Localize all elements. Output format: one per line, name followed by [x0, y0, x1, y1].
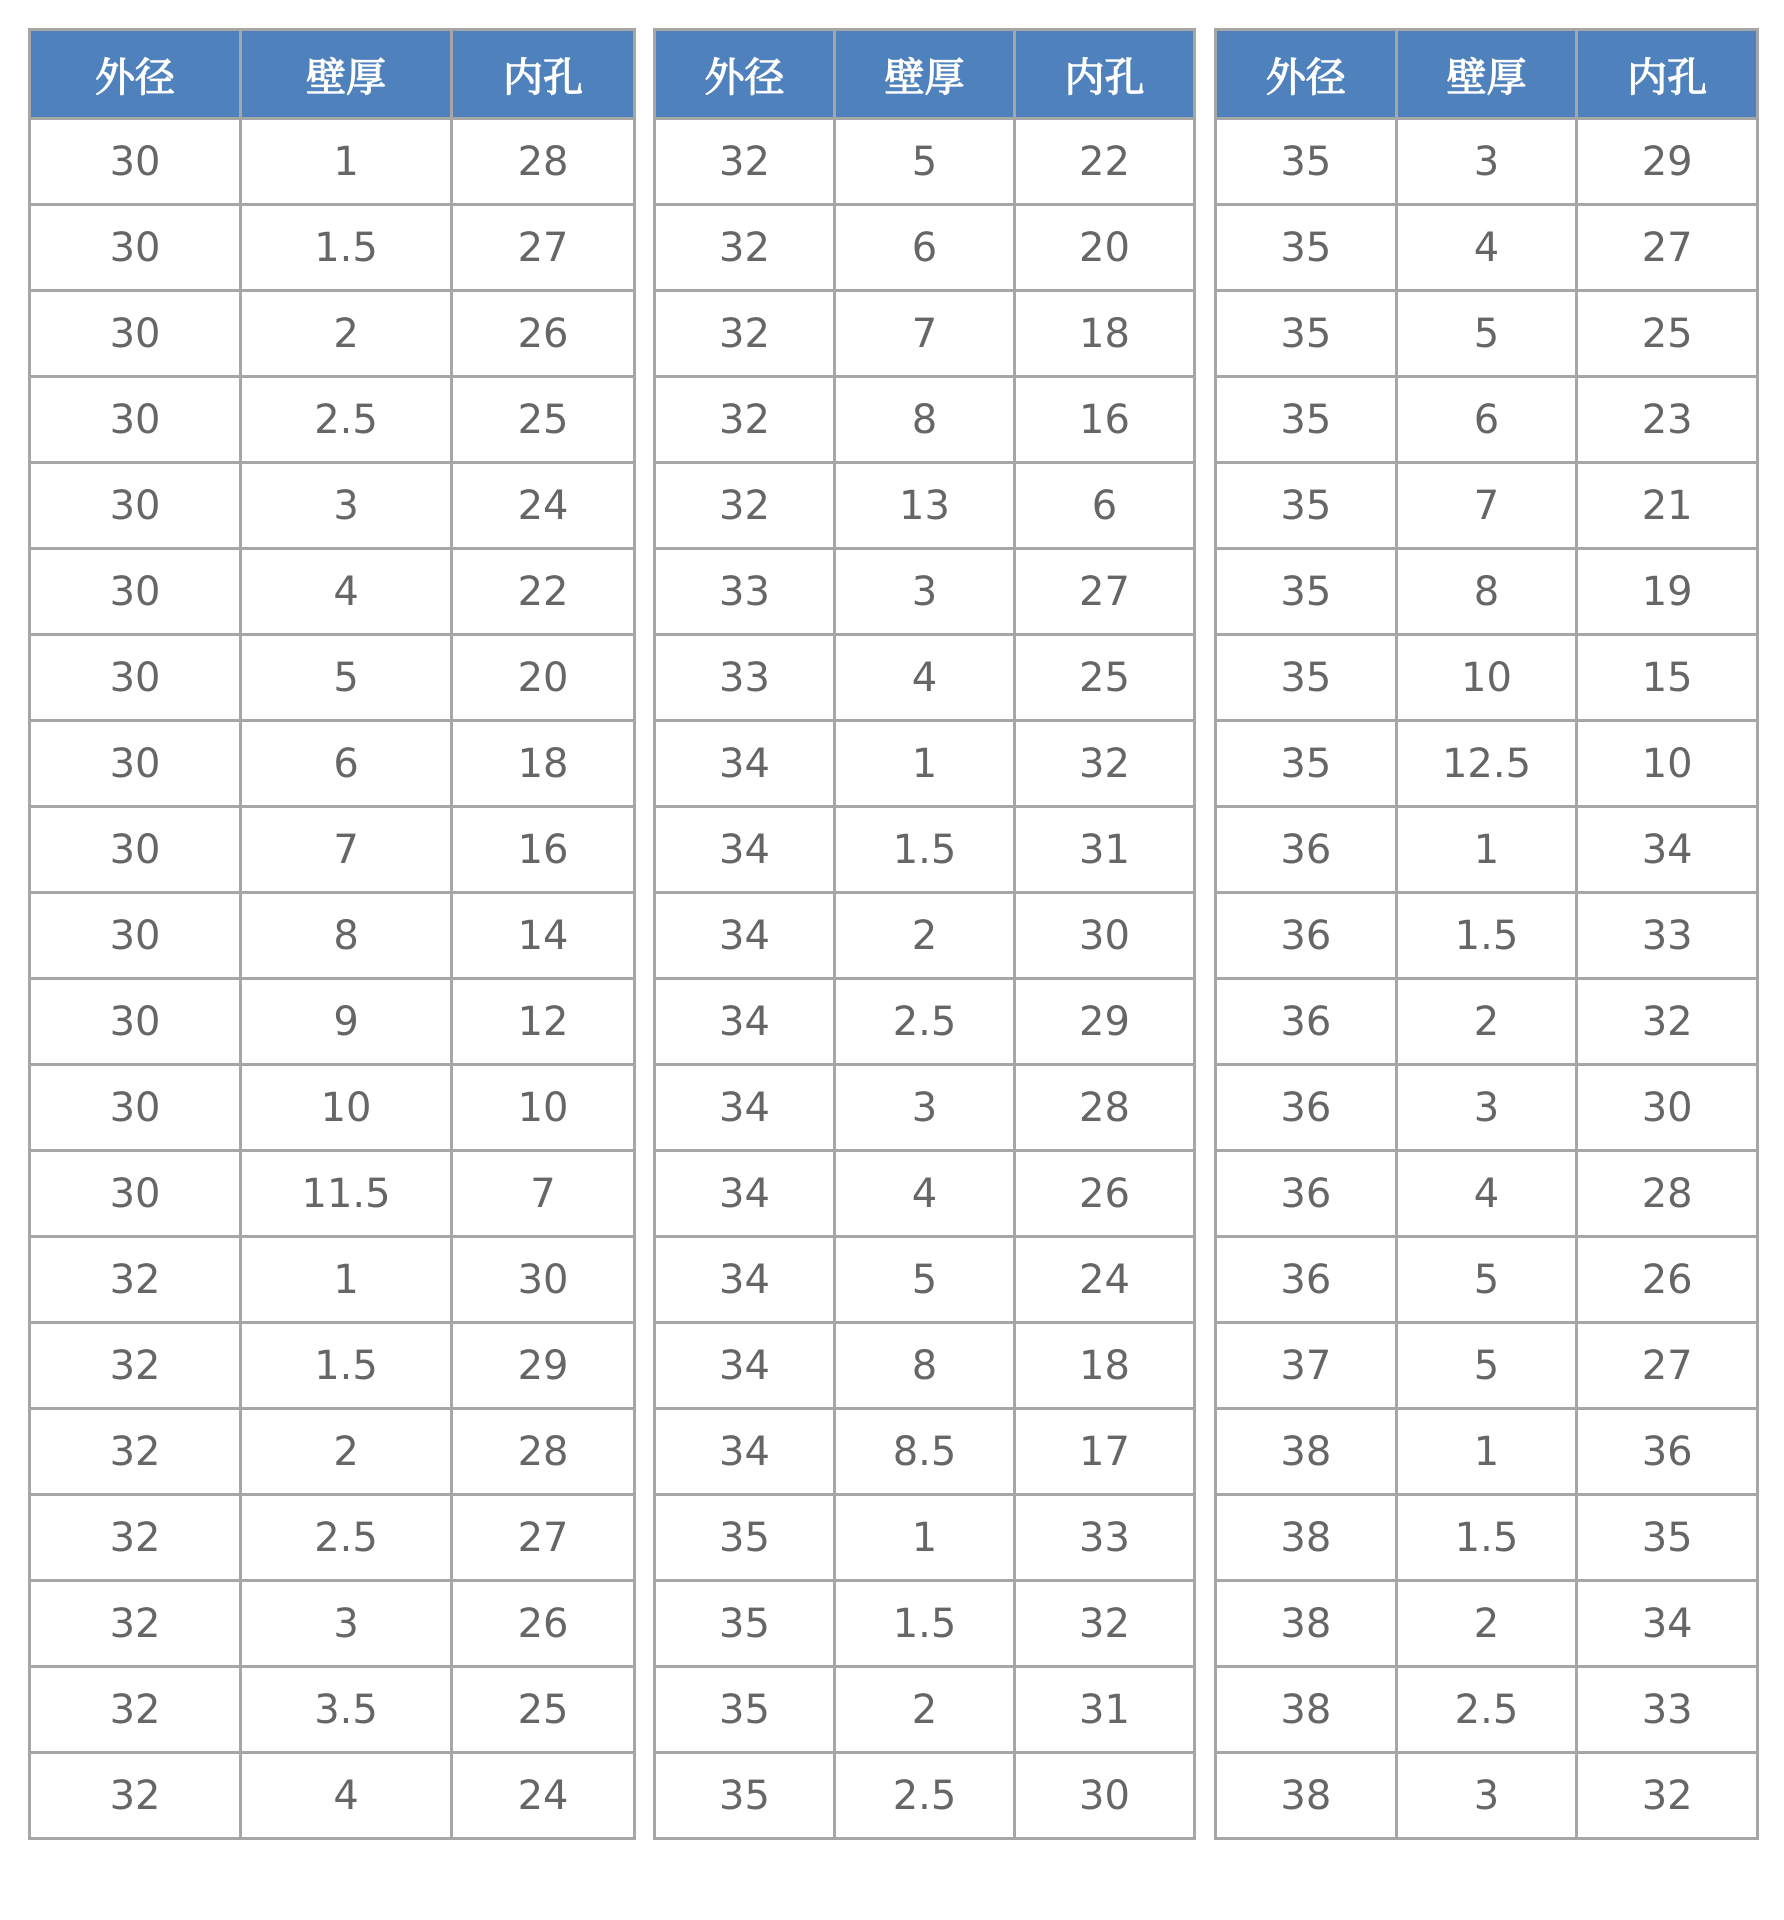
inner-bore-cell: 26: [452, 1581, 635, 1667]
wall-thickness-cell: 3: [1396, 1753, 1577, 1839]
table-row: [655, 721, 1195, 807]
outer-diameter-cell: 38: [1216, 1409, 1397, 1495]
outer-diameter-cell: 30: [30, 549, 241, 635]
outer-diameter-cell: 36: [1216, 1065, 1397, 1151]
inner-bore-cell: 30: [1577, 1065, 1758, 1151]
inner-bore-cell: 18: [1015, 1323, 1195, 1409]
wall-thickness-cell: 2.5: [835, 979, 1015, 1065]
outer-diameter-cell: 32: [30, 1323, 241, 1409]
outer-diameter-cell: 36: [1216, 1237, 1397, 1323]
inner-bore-cell: 25: [1577, 291, 1758, 377]
inner-bore-cell: 29: [1577, 119, 1758, 205]
table-row: [655, 291, 1195, 377]
outer-diameter-cell: 32: [30, 1667, 241, 1753]
inner-bore-cell: 26: [452, 291, 635, 377]
table-row: [655, 807, 1195, 893]
outer-diameter-cell: 30: [30, 463, 241, 549]
outer-diameter-cell: 35: [1216, 463, 1397, 549]
inner-bore-cell: 25: [1015, 635, 1195, 721]
wall-thickness-cell: 2: [835, 893, 1015, 979]
inner-bore-cell: 32: [1577, 1753, 1758, 1839]
inner-bore-cell: 33: [1577, 893, 1758, 979]
table-row: [30, 1581, 635, 1667]
inner-bore-cell: 28: [1577, 1151, 1758, 1237]
table-row: [30, 377, 635, 463]
outer-diameter-cell: 30: [30, 1065, 241, 1151]
wall-thickness-cell: 2.5: [1396, 1667, 1577, 1753]
table-row: [1216, 1409, 1758, 1495]
table-row: [30, 1667, 635, 1753]
outer-diameter-cell: 37: [1216, 1323, 1397, 1409]
table-row: [1216, 635, 1758, 721]
wall-thickness-cell: 7: [1396, 463, 1577, 549]
inner-bore-cell: 7: [452, 1151, 635, 1237]
inner-bore-header: 内孔: [452, 30, 635, 119]
wall-thickness-cell: 13: [835, 463, 1015, 549]
wall-thickness-cell: 2: [1396, 979, 1577, 1065]
table-row: [1216, 205, 1758, 291]
table-row: [655, 1151, 1195, 1237]
inner-bore-cell: 16: [1015, 377, 1195, 463]
inner-bore-cell: 30: [1015, 1753, 1195, 1839]
spec-table-1: [28, 28, 636, 1840]
wall-thickness-cell: 3: [241, 463, 452, 549]
table-row: [1216, 1065, 1758, 1151]
table-row: [1216, 893, 1758, 979]
wall-thickness-cell: 3: [241, 1581, 452, 1667]
spec-table-3: [1214, 28, 1759, 1840]
inner-bore-cell: 20: [1015, 205, 1195, 291]
outer-diameter-cell: 38: [1216, 1667, 1397, 1753]
inner-bore-cell: 30: [452, 1237, 635, 1323]
wall-thickness-cell: 9: [241, 979, 452, 1065]
table-row: [30, 1151, 635, 1237]
inner-bore-cell: 32: [1015, 1581, 1195, 1667]
table-row: [30, 979, 635, 1065]
table-row: [30, 1753, 635, 1839]
inner-bore-cell: 27: [1015, 549, 1195, 635]
outer-diameter-cell: 32: [30, 1753, 241, 1839]
outer-diameter-cell: 35: [1216, 549, 1397, 635]
outer-diameter-cell: 38: [1216, 1753, 1397, 1839]
inner-bore-cell: 27: [1577, 205, 1758, 291]
inner-bore-cell: 12: [452, 979, 635, 1065]
outer-diameter-cell: 35: [1216, 635, 1397, 721]
inner-bore-cell: 18: [452, 721, 635, 807]
outer-diameter-cell: 35: [1216, 119, 1397, 205]
inner-bore-cell: 25: [452, 1667, 635, 1753]
table-row: [30, 549, 635, 635]
table-row: [655, 1409, 1195, 1495]
outer-diameter-cell: 30: [30, 119, 241, 205]
table-row: [1216, 1495, 1758, 1581]
outer-diameter-cell: 32: [30, 1495, 241, 1581]
wall-thickness-cell: 2.5: [241, 1495, 452, 1581]
wall-thickness-header: 壁厚: [835, 30, 1015, 119]
wall-thickness-cell: 10: [1396, 635, 1577, 721]
inner-bore-cell: 28: [452, 119, 635, 205]
wall-thickness-cell: 1.5: [835, 807, 1015, 893]
table-row: [655, 1667, 1195, 1753]
table-row: [30, 1237, 635, 1323]
wall-thickness-cell: 8: [835, 377, 1015, 463]
outer-diameter-cell: 30: [30, 807, 241, 893]
table-row: [1216, 1581, 1758, 1667]
outer-diameter-cell: 32: [655, 291, 835, 377]
outer-diameter-cell: 34: [655, 1323, 835, 1409]
table-row: [655, 205, 1195, 291]
wall-thickness-cell: 3.5: [241, 1667, 452, 1753]
outer-diameter-cell: 30: [30, 893, 241, 979]
inner-bore-cell: 34: [1577, 1581, 1758, 1667]
table-header-row: [1216, 30, 1758, 119]
wall-thickness-cell: 2: [1396, 1581, 1577, 1667]
outer-diameter-cell: 34: [655, 1237, 835, 1323]
wall-thickness-cell: 8: [1396, 549, 1577, 635]
wall-thickness-cell: 4: [1396, 1151, 1577, 1237]
inner-bore-cell: 27: [452, 205, 635, 291]
outer-diameter-cell: 30: [30, 205, 241, 291]
wall-thickness-cell: 2: [835, 1667, 1015, 1753]
wall-thickness-cell: 3: [1396, 119, 1577, 205]
table-row: [30, 893, 635, 979]
inner-bore-cell: 32: [1015, 721, 1195, 807]
inner-bore-cell: 31: [1015, 807, 1195, 893]
wall-thickness-cell: 2: [241, 1409, 452, 1495]
wall-thickness-cell: 5: [835, 119, 1015, 205]
outer-diameter-cell: 35: [655, 1667, 835, 1753]
inner-bore-cell: 15: [1577, 635, 1758, 721]
inner-bore-cell: 28: [452, 1409, 635, 1495]
wall-thickness-cell: 1: [1396, 807, 1577, 893]
outer-diameter-cell: 38: [1216, 1581, 1397, 1667]
inner-bore-cell: 16: [452, 807, 635, 893]
inner-bore-cell: 33: [1015, 1495, 1195, 1581]
table-row: [1216, 1753, 1758, 1839]
outer-diameter-cell: 32: [30, 1237, 241, 1323]
wall-thickness-cell: 1: [835, 721, 1015, 807]
outer-diameter-cell: 36: [1216, 807, 1397, 893]
table-row: [655, 463, 1195, 549]
wall-thickness-cell: 8: [241, 893, 452, 979]
outer-diameter-cell: 32: [30, 1581, 241, 1667]
wall-thickness-cell: 2.5: [241, 377, 452, 463]
table-row: [30, 119, 635, 205]
table-row: [1216, 1667, 1758, 1753]
wall-thickness-cell: 4: [241, 1753, 452, 1839]
outer-diameter-cell: 32: [655, 119, 835, 205]
wall-thickness-cell: 4: [835, 635, 1015, 721]
inner-bore-cell: 27: [452, 1495, 635, 1581]
inner-bore-cell: 24: [452, 1753, 635, 1839]
table-row: [655, 1495, 1195, 1581]
outer-diameter-header: 外径: [655, 30, 835, 119]
outer-diameter-cell: 30: [30, 1151, 241, 1237]
wall-thickness-cell: 1: [1396, 1409, 1577, 1495]
outer-diameter-cell: 33: [655, 635, 835, 721]
inner-bore-cell: 22: [452, 549, 635, 635]
wall-thickness-header: 壁厚: [241, 30, 452, 119]
table-row: [655, 1237, 1195, 1323]
spec-table-2: [653, 28, 1196, 1840]
outer-diameter-cell: 33: [655, 549, 835, 635]
table-row: [1216, 807, 1758, 893]
outer-diameter-cell: 30: [30, 377, 241, 463]
wall-thickness-cell: 6: [1396, 377, 1577, 463]
outer-diameter-cell: 35: [655, 1753, 835, 1839]
table-row: [655, 893, 1195, 979]
outer-diameter-cell: 30: [30, 635, 241, 721]
outer-diameter-cell: 34: [655, 1151, 835, 1237]
table-row: [30, 807, 635, 893]
table-row: [655, 1581, 1195, 1667]
wall-thickness-cell: 10: [241, 1065, 452, 1151]
inner-bore-header: 内孔: [1015, 30, 1195, 119]
table-row: [30, 291, 635, 377]
table-header-row: [655, 30, 1195, 119]
table-row: [30, 1409, 635, 1495]
wall-thickness-cell: 4: [241, 549, 452, 635]
wall-thickness-cell: 6: [241, 721, 452, 807]
inner-bore-cell: 18: [1015, 291, 1195, 377]
table-row: [30, 1495, 635, 1581]
table-row: [30, 635, 635, 721]
outer-diameter-cell: 32: [30, 1409, 241, 1495]
inner-bore-cell: 20: [452, 635, 635, 721]
inner-bore-cell: 34: [1577, 807, 1758, 893]
wall-thickness-cell: 1.5: [241, 205, 452, 291]
outer-diameter-cell: 30: [30, 721, 241, 807]
outer-diameter-header: 外径: [30, 30, 241, 119]
inner-bore-cell: 17: [1015, 1409, 1195, 1495]
inner-bore-cell: 36: [1577, 1409, 1758, 1495]
outer-diameter-cell: 35: [1216, 291, 1397, 377]
wall-thickness-cell: 1: [835, 1495, 1015, 1581]
wall-thickness-cell: 4: [1396, 205, 1577, 291]
wall-thickness-cell: 7: [835, 291, 1015, 377]
table-row: [655, 979, 1195, 1065]
wall-thickness-cell: 11.5: [241, 1151, 452, 1237]
inner-bore-cell: 24: [1015, 1237, 1195, 1323]
inner-bore-cell: 35: [1577, 1495, 1758, 1581]
table-row: [1216, 1323, 1758, 1409]
outer-diameter-cell: 32: [655, 377, 835, 463]
outer-diameter-cell: 34: [655, 1409, 835, 1495]
table-header-row: [30, 30, 635, 119]
table-row: [655, 119, 1195, 205]
inner-bore-cell: 30: [1015, 893, 1195, 979]
outer-diameter-cell: 30: [30, 979, 241, 1065]
wall-thickness-cell: 2.5: [835, 1753, 1015, 1839]
wall-thickness-cell: 3: [835, 1065, 1015, 1151]
outer-diameter-cell: 36: [1216, 979, 1397, 1065]
outer-diameter-cell: 30: [30, 291, 241, 377]
outer-diameter-cell: 35: [655, 1581, 835, 1667]
table-row: [655, 635, 1195, 721]
wall-thickness-cell: 8: [835, 1323, 1015, 1409]
table-row: [655, 549, 1195, 635]
wall-thickness-cell: 1: [241, 1237, 452, 1323]
wall-thickness-cell: 7: [241, 807, 452, 893]
wall-thickness-cell: 1.5: [835, 1581, 1015, 1667]
table-row: [30, 205, 635, 291]
table-row: [30, 1323, 635, 1409]
outer-diameter-cell: 35: [1216, 721, 1397, 807]
outer-diameter-cell: 35: [1216, 205, 1397, 291]
wall-thickness-header: 壁厚: [1396, 30, 1577, 119]
inner-bore-cell: 14: [452, 893, 635, 979]
inner-bore-cell: 25: [452, 377, 635, 463]
inner-bore-cell: 22: [1015, 119, 1195, 205]
wall-thickness-cell: 5: [1396, 291, 1577, 377]
outer-diameter-cell: 34: [655, 893, 835, 979]
wall-thickness-cell: 1: [241, 119, 452, 205]
wall-thickness-cell: 5: [241, 635, 452, 721]
inner-bore-cell: 32: [1577, 979, 1758, 1065]
table-row: [1216, 1151, 1758, 1237]
wall-thickness-cell: 1.5: [1396, 893, 1577, 979]
inner-bore-cell: 6: [1015, 463, 1195, 549]
outer-diameter-cell: 38: [1216, 1495, 1397, 1581]
wall-thickness-cell: 8.5: [835, 1409, 1015, 1495]
table-row: [30, 1065, 635, 1151]
wall-thickness-cell: 3: [835, 549, 1015, 635]
table-row: [655, 1065, 1195, 1151]
outer-diameter-cell: 34: [655, 807, 835, 893]
inner-bore-cell: 10: [1577, 721, 1758, 807]
table-row: [655, 377, 1195, 463]
table-row: [30, 463, 635, 549]
outer-diameter-cell: 36: [1216, 1151, 1397, 1237]
table-row: [1216, 119, 1758, 205]
inner-bore-cell: 33: [1577, 1667, 1758, 1753]
inner-bore-cell: 10: [452, 1065, 635, 1151]
wall-thickness-cell: 1.5: [1396, 1495, 1577, 1581]
table-row: [655, 1323, 1195, 1409]
outer-diameter-cell: 35: [1216, 377, 1397, 463]
wall-thickness-cell: 12.5: [1396, 721, 1577, 807]
inner-bore-cell: 26: [1577, 1237, 1758, 1323]
table-row: [1216, 721, 1758, 807]
wall-thickness-cell: 2: [241, 291, 452, 377]
wall-thickness-cell: 4: [835, 1151, 1015, 1237]
table-row: [1216, 1237, 1758, 1323]
table-row: [655, 1753, 1195, 1839]
table-row: [1216, 463, 1758, 549]
wall-thickness-cell: 5: [1396, 1237, 1577, 1323]
inner-bore-cell: 24: [452, 463, 635, 549]
outer-diameter-cell: 32: [655, 463, 835, 549]
table-row: [1216, 377, 1758, 463]
inner-bore-cell: 29: [1015, 979, 1195, 1065]
outer-diameter-cell: 32: [655, 205, 835, 291]
inner-bore-cell: 31: [1015, 1667, 1195, 1753]
inner-bore-cell: 23: [1577, 377, 1758, 463]
wall-thickness-cell: 1.5: [241, 1323, 452, 1409]
table-row: [1216, 549, 1758, 635]
outer-diameter-cell: 34: [655, 721, 835, 807]
inner-bore-cell: 19: [1577, 549, 1758, 635]
inner-bore-cell: 21: [1577, 463, 1758, 549]
wall-thickness-cell: 5: [835, 1237, 1015, 1323]
table-row: [1216, 979, 1758, 1065]
outer-diameter-header: 外径: [1216, 30, 1397, 119]
inner-bore-cell: 26: [1015, 1151, 1195, 1237]
inner-bore-cell: 28: [1015, 1065, 1195, 1151]
outer-diameter-cell: 36: [1216, 893, 1397, 979]
outer-diameter-cell: 34: [655, 979, 835, 1065]
table-row: [30, 721, 635, 807]
outer-diameter-cell: 35: [655, 1495, 835, 1581]
wall-thickness-cell: 3: [1396, 1065, 1577, 1151]
wall-thickness-cell: 5: [1396, 1323, 1577, 1409]
wall-thickness-cell: 6: [835, 205, 1015, 291]
inner-bore-cell: 27: [1577, 1323, 1758, 1409]
inner-bore-cell: 29: [452, 1323, 635, 1409]
inner-bore-header: 内孔: [1577, 30, 1758, 119]
table-row: [1216, 291, 1758, 377]
outer-diameter-cell: 34: [655, 1065, 835, 1151]
